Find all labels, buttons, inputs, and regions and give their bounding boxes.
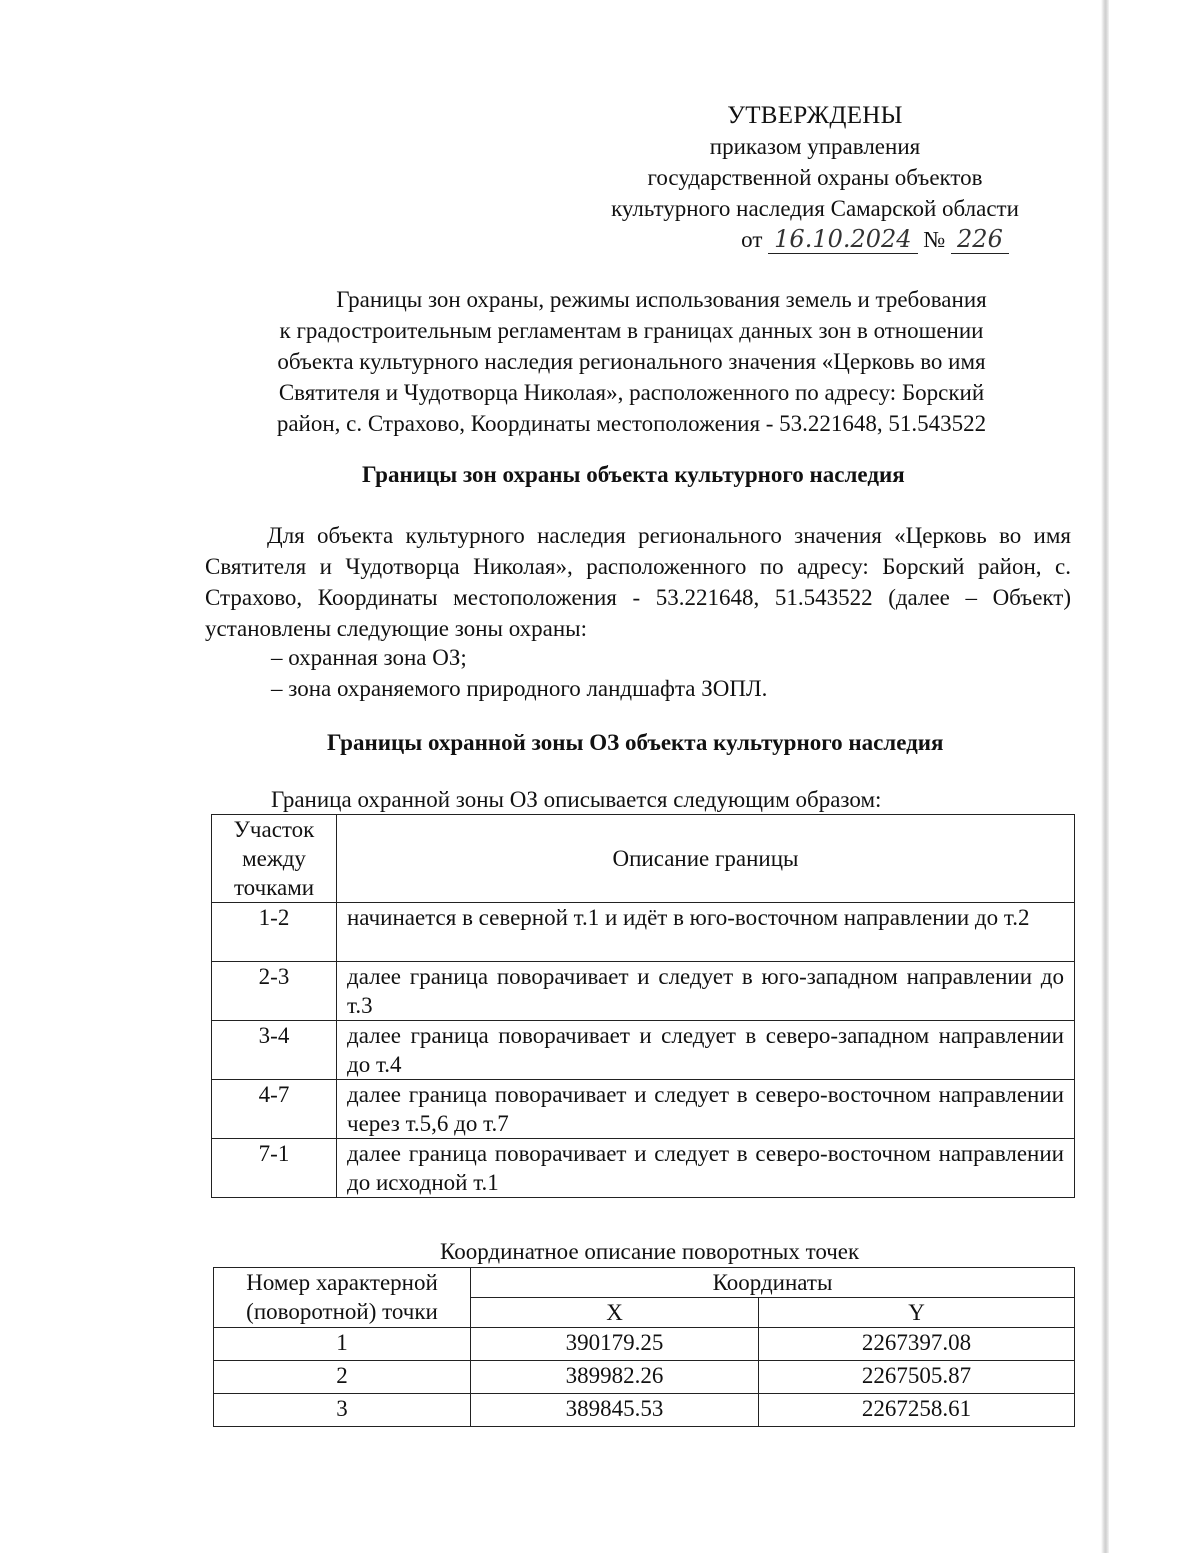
description-cell: начинается в северной т.1 и идёт в юго-восточном направлении до т.2	[337, 903, 1075, 962]
y-cell: 2267505.87	[759, 1361, 1075, 1394]
table-row	[212, 962, 1075, 1021]
handwritten-number: 226	[951, 225, 1009, 254]
table-row	[212, 1021, 1075, 1080]
table-intro: Граница охранной зоны ОЗ описывается следующим образом:	[271, 787, 882, 812]
segment-cell: 7-1	[212, 1139, 337, 1198]
title-line: к градостроительным регламентам в границах данных зон в отношении	[279, 318, 984, 343]
approval-heading: УТВЕРЖДЕНЫ	[727, 102, 903, 129]
table-row	[214, 1394, 1075, 1427]
list-item: – охранная зона ОЗ;	[271, 645, 467, 670]
description-cell: далее граница поворачивает и следует в северо-восточном направлении до исходной т.1	[337, 1139, 1075, 1198]
y-cell: 2267397.08	[759, 1328, 1075, 1361]
column-header-description: Описание границы	[337, 815, 1075, 903]
x-cell: 389845.53	[471, 1394, 759, 1427]
table-header-row	[214, 1268, 1075, 1298]
table-row	[214, 1328, 1075, 1361]
coordinates-table	[213, 1267, 1075, 1427]
title-line: объекта культурного наследия регионального значения «Церковь во имя	[277, 349, 986, 374]
x-cell: 390179.25	[471, 1328, 759, 1361]
description-cell: далее граница поворачивает и следует в северо-западном направлении до т.4	[337, 1021, 1075, 1080]
section-heading-oz: Границы охранной зоны ОЗ объекта культурного наследия	[327, 730, 944, 755]
list-item: – зона охраняемого природного ландшафта ЗОПЛ.	[271, 676, 768, 701]
boundary-table	[211, 814, 1075, 1198]
segment-cell: 3-4	[212, 1021, 337, 1080]
table-row	[214, 1361, 1075, 1394]
table-row	[212, 1080, 1075, 1139]
title-line: Святителя и Чудотворца Николая», расположенного по адресу: Борский	[278, 380, 985, 405]
approval-line: приказом управления	[709, 134, 921, 159]
handwritten-date: 16.10.2024	[768, 225, 917, 254]
paragraph-text: Для объекта культурного наследия регионального значения «Церковь во имя Святителя и Чудотворца Николая», расположенного по адресу: Борский район, с. Страхово, Координаты местоположения - 53.221648, 51.543522 (далее – Объект) установлены следующие зоны охраны:	[205, 523, 1071, 641]
table-header-row	[212, 815, 1075, 903]
title-line: район, с. Страхово, Координаты местоположения - 53.221648, 51.543522	[276, 411, 987, 436]
approval-line: государственной охраны объектов	[647, 165, 983, 190]
description-cell: далее граница поворачивает и следует в северо-восточном направлении через т.5,6 до т.7	[337, 1080, 1075, 1139]
document-title	[225, 284, 1038, 439]
approval-line: культурного наследия Самарской области	[611, 196, 1019, 221]
column-header-coordinates: Координаты	[471, 1268, 1075, 1298]
point-number-cell: 2	[214, 1361, 471, 1394]
column-header-y: Y	[759, 1298, 1075, 1328]
column-header-x: X	[471, 1298, 759, 1328]
y-cell: 2267258.61	[759, 1394, 1075, 1427]
point-number-cell: 1	[214, 1328, 471, 1361]
column-header-point: Номер характерной (поворотной) точки	[214, 1268, 471, 1328]
table-row	[212, 903, 1075, 962]
number-prefix: №	[923, 227, 946, 252]
segment-cell: 4-7	[212, 1080, 337, 1139]
table-row	[212, 1139, 1075, 1198]
segment-cell: 1-2	[212, 903, 337, 962]
point-number-cell: 3	[214, 1394, 471, 1427]
approval-date-row	[520, 224, 1110, 255]
date-prefix: от	[741, 227, 763, 252]
segment-cell: 2-3	[212, 962, 337, 1021]
zones-paragraph	[205, 520, 1071, 644]
section-heading-zones: Границы зон охраны объекта культурного наследия	[362, 462, 905, 487]
coords-caption: Координатное описание поворотных точек	[440, 1239, 860, 1264]
column-header-segment: Участок между точками	[212, 815, 337, 903]
description-cell: далее граница поворачивает и следует в юго-западном направлении до т.3	[337, 962, 1075, 1021]
x-cell: 389982.26	[471, 1361, 759, 1394]
title-line: Границы зон охраны, режимы использования земель и требования	[336, 287, 987, 312]
approval-block	[520, 100, 1110, 255]
